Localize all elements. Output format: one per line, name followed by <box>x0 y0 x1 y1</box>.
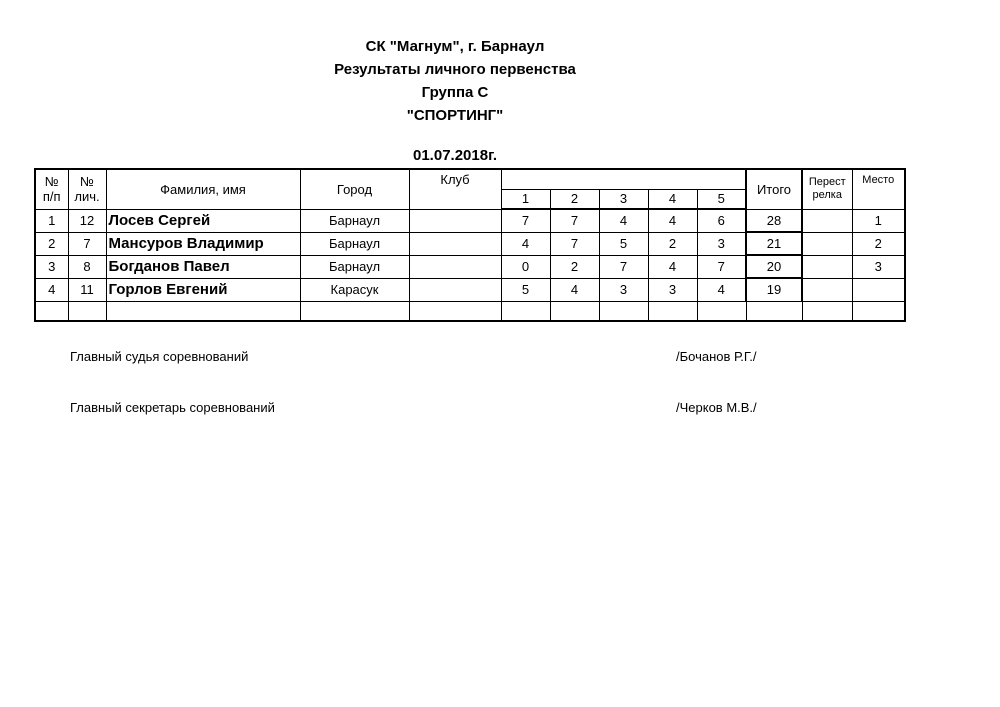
header-discipline-text: "СПОРТИНГ" <box>406 107 504 124</box>
col-header-num <box>35 169 68 209</box>
cell-empty <box>802 301 852 321</box>
header-title <box>0 61 1000 78</box>
cell-empty <box>852 301 905 321</box>
cell-round-1: 0 <box>501 255 550 278</box>
col-header-city: Город <box>300 169 409 209</box>
col-header-total: Итого <box>746 169 802 209</box>
cell-round-4: 2 <box>648 232 697 255</box>
cell-round-2: 4 <box>550 278 599 301</box>
cell-name: Богданов Павел <box>106 255 300 278</box>
col-header-lic-line2: лич. <box>74 189 100 205</box>
cell-num: 4 <box>35 278 68 301</box>
results-table <box>34 168 906 322</box>
col-header-lic-line1: № <box>80 174 94 190</box>
col-header-shootoff-line2: релка <box>812 189 842 202</box>
cell-city: Барнаул <box>300 209 409 232</box>
cell-round-4: 4 <box>648 255 697 278</box>
cell-round-4: 3 <box>648 278 697 301</box>
table-row <box>35 232 905 255</box>
cell-total: 21 <box>746 232 802 255</box>
col-header-round-1: 1 <box>501 189 550 209</box>
cell-round-5: 7 <box>697 255 746 278</box>
cell-club <box>409 255 501 278</box>
cell-name: Мансуров Владимир <box>106 232 300 255</box>
cell-city: Барнаул <box>300 255 409 278</box>
cell-num: 1 <box>35 209 68 232</box>
secretary-title: Главный секретарь соревнований <box>70 400 275 415</box>
judge-name: /Бочанов Р.Г./ <box>676 349 757 364</box>
header-group <box>0 84 1000 101</box>
judge-title: Главный судья соревнований <box>70 349 249 364</box>
cell-num: 2 <box>35 232 68 255</box>
cell-place: 1 <box>852 209 905 232</box>
cell-empty <box>746 301 802 321</box>
table-row-empty <box>35 301 905 321</box>
cell-round-3: 4 <box>599 209 648 232</box>
table-row <box>35 209 905 232</box>
cell-city: Барнаул <box>300 232 409 255</box>
cell-round-1: 7 <box>501 209 550 232</box>
col-header-name: Фамилия, имя <box>106 169 300 209</box>
header-date-text: 01.07.2018г. <box>413 147 497 164</box>
col-header-shootoff <box>802 169 852 209</box>
cell-round-3: 5 <box>599 232 648 255</box>
secretary-name: /Черков М.В./ <box>676 400 757 415</box>
cell-round-3: 3 <box>599 278 648 301</box>
cell-round-3: 7 <box>599 255 648 278</box>
cell-empty <box>35 301 68 321</box>
cell-round-4: 4 <box>648 209 697 232</box>
cell-total: 19 <box>746 278 802 301</box>
cell-empty <box>599 301 648 321</box>
cell-place: 2 <box>852 232 905 255</box>
col-header-round-4: 4 <box>648 189 697 209</box>
cell-round-5: 4 <box>697 278 746 301</box>
cell-club <box>409 278 501 301</box>
header-title-text: Результаты личного первенства <box>334 61 576 78</box>
header-club-text: СК "Магнум", г. Барнаул <box>365 38 545 55</box>
col-header-round-3: 3 <box>599 189 648 209</box>
cell-round-2: 7 <box>550 232 599 255</box>
cell-place: 3 <box>852 255 905 278</box>
cell-round-2: 2 <box>550 255 599 278</box>
cell-shootoff <box>802 278 852 301</box>
cell-total: 28 <box>746 209 802 232</box>
cell-empty <box>106 301 300 321</box>
col-header-lic <box>68 169 106 209</box>
cell-empty <box>550 301 599 321</box>
header-club <box>0 38 1000 55</box>
cell-round-5: 3 <box>697 232 746 255</box>
header-discipline <box>0 107 1000 124</box>
col-header-num-line1: № <box>44 174 59 190</box>
cell-shootoff <box>802 255 852 278</box>
cell-total: 20 <box>746 255 802 278</box>
col-header-rounds-group <box>501 169 746 189</box>
cell-round-5: 6 <box>697 209 746 232</box>
cell-lic: 11 <box>68 278 106 301</box>
cell-empty <box>409 301 501 321</box>
cell-round-1: 4 <box>501 232 550 255</box>
cell-empty <box>300 301 409 321</box>
cell-shootoff <box>802 232 852 255</box>
cell-name: Горлов Евгений <box>106 278 300 301</box>
col-header-shootoff-line1: Перест <box>808 176 846 189</box>
cell-city: Карасук <box>300 278 409 301</box>
col-header-round-5: 5 <box>697 189 746 209</box>
cell-round-1: 5 <box>501 278 550 301</box>
col-header-num-line2: п/п <box>42 189 61 205</box>
cell-empty <box>68 301 106 321</box>
cell-lic: 7 <box>68 232 106 255</box>
col-header-round-2: 2 <box>550 189 599 209</box>
cell-shootoff <box>802 209 852 232</box>
table-row <box>35 278 905 301</box>
cell-lic: 12 <box>68 209 106 232</box>
cell-name: Лосев Сергей <box>106 209 300 232</box>
cell-club <box>409 209 501 232</box>
cell-empty <box>697 301 746 321</box>
col-header-club: Клуб <box>409 169 501 209</box>
cell-lic: 8 <box>68 255 106 278</box>
cell-club <box>409 232 501 255</box>
cell-place <box>852 278 905 301</box>
cell-round-2: 7 <box>550 209 599 232</box>
cell-empty <box>648 301 697 321</box>
header-group-text: Группа С <box>421 84 489 101</box>
cell-empty <box>501 301 550 321</box>
cell-num: 3 <box>35 255 68 278</box>
table-row <box>35 255 905 278</box>
header-date <box>0 147 1000 164</box>
col-header-place: Место <box>852 169 905 209</box>
